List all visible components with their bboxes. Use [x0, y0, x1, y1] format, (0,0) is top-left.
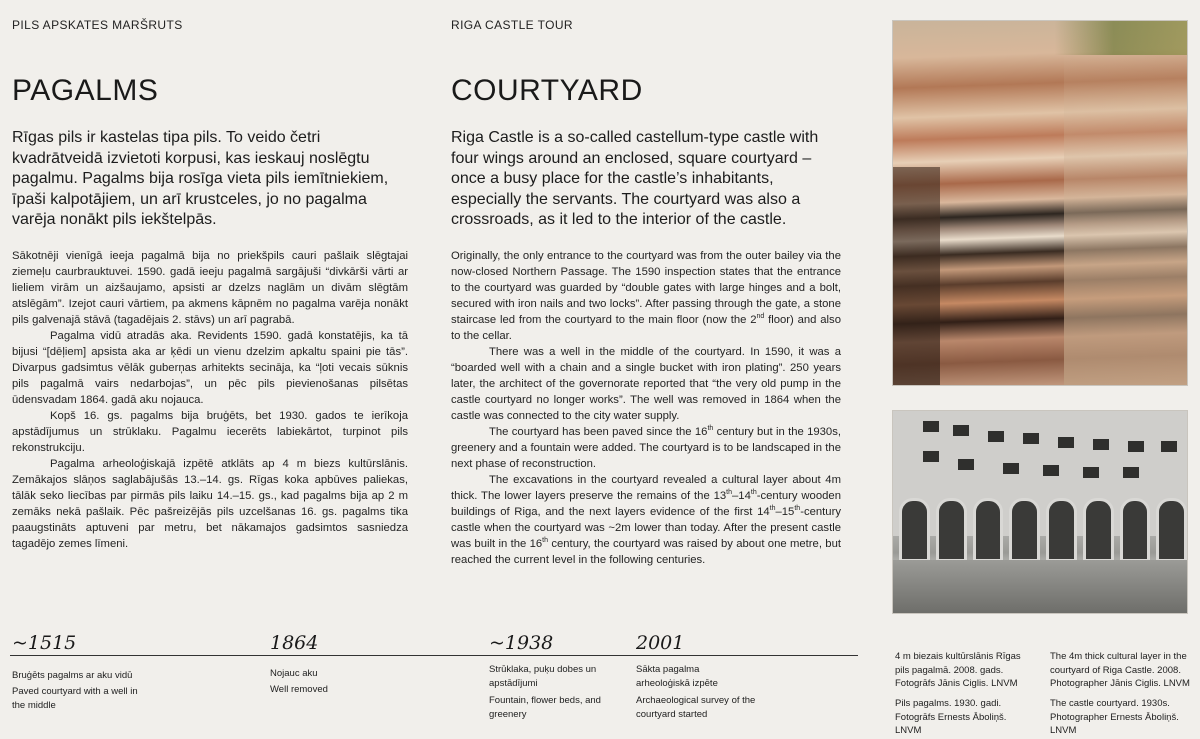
paragraph-lv-2: Pagalma vidū atradās aka. Revidents 1590. gadā konstatējis, ka tā bijusi “[dēļiem] apsista aka ar ķēdi un vienu dzelzim apkaltu spaini pie tās”. Divarpus gadsimtus vēlāk guberņas arhitekts secināja, ka “ļoti vecais sūknis pils pagalmā vairs nedarbojas”, un pēc pils pievienošanas pilsētas ūdensvadam 1864. gadā aku nojauca.: [12, 330, 408, 406]
body-text-en: [451, 248, 841, 568]
paragraph-lv-4: Pagalma arheoloģiskajā izpētē atklāts ap 4 m biezs kultūrslānis. Zemākajos slāņos saglabājušās 13.–14. gs. Rīgas koka apbūves paliekas, tālāk seko liecības par pirmās pils laiku 14.–15. gs., kad pagalms bija ap 2 m zemāks nekā pašlaik. Pēc pašreizējās pils uzcelšanas 16. gs. pagalms tika paaugstināts aptuveni par metru, bet nākamajos gadsimtos sasniedza tagadējo zemes līmeni.: [12, 458, 408, 550]
paragraph-en-2: There was a well in the middle of the courtyard. In 1590, it was a “boarded well with a chain and a single bucket with iron plating”. 250 years later, the architect of the governorate reported that “the very old pump in the castle courtyard no longer works”. The well was removed in 1864 when the castle was connected to the city water supply.: [451, 346, 841, 422]
paragraph-lv-3: Kopš 16. gs. pagalms bija bruģēts, bet 1930. gados te ierīkoja apstādījumus un strūklaku. Pagalmu iecerēts labiekārtot, turpinot pils rekonstrukciju.: [12, 410, 408, 454]
timeline-year-1864: 1864: [270, 632, 319, 654]
caption-photo2-lv: Pils pagalms. 1930. gadi. Fotogrāfs Ernests Āboliņš. LNVM: [895, 698, 1007, 736]
page-title-en: COURTYARD: [451, 74, 643, 107]
timeline-note-en-2001: Archaeological survey of the courtyard started: [636, 695, 756, 720]
timeline-note-en-1864: Well removed: [270, 684, 328, 695]
caption-photo1-en: The 4m thick cultural layer in the courtyard of Riga Castle. 2008. Photographer Jānis Ciglis. LNVM: [1050, 651, 1190, 689]
lead-paragraph-en: Riga Castle is a so-called castellum-type castle with four wings around an enclosed, square courtyard – once a busy place for the castle’s inhabitants, especially the servants. The courtyard was also a crossroads, as it led to the interior of the castle.: [451, 129, 819, 228]
timeline-note-en-1938: Fountain, flower beds, and greenery: [489, 695, 601, 720]
paragraph-en-1: Originally, the only entrance to the courtyard was from the outer bailey via the now-closed Northern Passage. The 1590 inspection states that the entrance to the courtyard was guarded by “double gates with large hinges and a bolt, secured with iron nails and two locks”. After passing through the gate, a stone staircase led from the courtyard to the main floor (now the 2nd floor) and also to the cellar.: [451, 250, 841, 342]
timeline-note-en-1515: Paved courtyard with a well in the middle: [12, 686, 138, 711]
caption-photo2-en: The castle courtyard. 1930s. Photographer Ernests Āboliņš. LNVM: [1050, 698, 1179, 736]
paragraph-en-3: The courtyard has been paved since the 16th century but in the 1930s, greenery and a fountain were added. The courtyard is to be landscaped in the next phase of reconstruction.: [451, 425, 842, 470]
kicker-en: RIGA CASTLE TOUR: [451, 18, 573, 32]
kicker-lv: PILS APSKATES MARŠRUTS: [12, 18, 183, 32]
timeline-axis: [10, 655, 858, 656]
timeline-note-lv-2001: Sākta pagalma arheoloģiskā izpēte: [636, 664, 718, 689]
paragraph-en-4: The excavations in the courtyard revealed a cultural layer about 4m thick. The lower layers preserve the remains of the 13th–14th-century wooden buildings of Riga, and the next layers evidence of the first 14th–15th-century castle when the courtyard was ~2m lower than today. After the present castle was built in the 16th century, the courtyard was raised by about one metre, but reached the current level in the following centuries.: [451, 474, 841, 566]
cultural-layer-photo: [892, 20, 1188, 386]
courtyard-1930s-photo: [892, 410, 1188, 614]
paragraph-lv-1: Sākotnēji vienīgā ieeja pagalmā bija no priekšpils cauri pašlaik slēgtajai ziemeļu caurbrauktuvei. 1590. gadā ieeju pagalmā sargājuši “divkārši vārti ar lieliem virām un aizšaujamo, apsisti ar dzelzs naglām un divām slēgtām atslēgām”. Izejot cauri vārtiem, pa akmens kāpnēm no pagalma varēja nonākt pils galvenajā stāvā (tagadējais 2. stāvs) un arī pagrabā.: [12, 250, 408, 326]
timeline-year-2001: 2001: [636, 632, 685, 654]
timeline-note-lv-1515: Bruģēts pagalms ar aku vidū: [12, 670, 133, 681]
page-title-lv: PAGALMS: [12, 74, 159, 107]
timeline-year-1938: ~1938: [489, 632, 554, 654]
timeline-year-1515: ~1515: [12, 632, 77, 654]
caption-photo1-lv: 4 m biezais kultūrslānis Rīgas pils pagalmā. 2008. gads. Fotogrāfs Jānis Ciglis. LNVM: [895, 651, 1021, 689]
body-text-lv: [12, 248, 408, 552]
lead-paragraph-lv: Rīgas pils ir kastelas tipa pils. To veido četri kvadrātveidā izvietoti korpusi, kas ieskauj noslēgtu pagalmu. Pagalms bija rosīga vieta pils iemītniekiem, īpaši kalpotājiem, un arī krustceles, jo no pagalma varēja nonākt pils iekštelpās.: [12, 129, 389, 228]
timeline-note-lv-1864: Nojauc aku: [270, 668, 318, 679]
timeline-note-lv-1938: Strūklaka, puķu dobes un apstādījumi: [489, 664, 597, 689]
